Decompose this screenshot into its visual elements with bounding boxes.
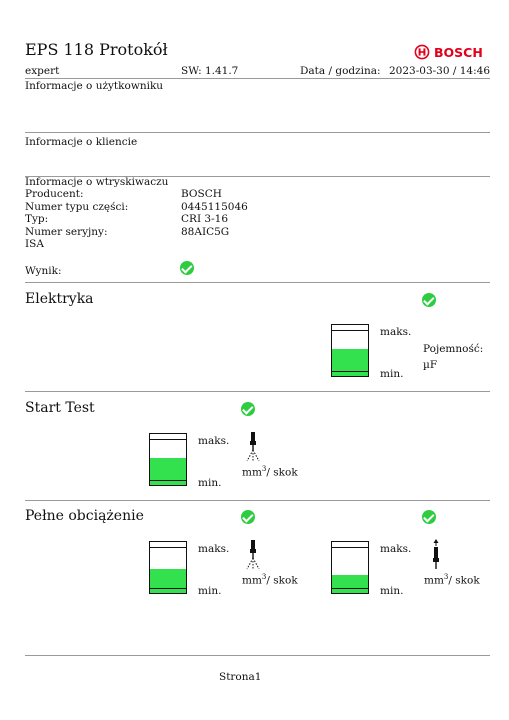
start-test-check-icon [241,402,255,416]
full-load-right-max-label: maks. [380,543,412,555]
producer-label: Producent: [25,188,84,200]
start-test-divider [25,500,490,501]
capacity-label: Pojemność: [423,343,484,355]
full-load-left-gauge [149,541,187,594]
elektryka-divider [25,391,490,392]
full-load-left-max-label: maks. [198,543,230,555]
injector-divider [25,282,490,283]
capacity-unit: µF [423,359,438,371]
start-test-max-label: maks. [198,435,230,447]
footer-divider [25,655,490,656]
software-version: SW: 1.41.7 [181,65,239,77]
full-load-left-unit: $mm^3/$ skok [242,573,298,587]
page-title: EPS 118 Protokół [25,40,168,59]
full-load-left-gauge-fill [150,569,186,593]
user-divider [25,132,490,133]
date-label: Data / godzina: [300,65,381,77]
elektryka-min-label: min. [380,368,404,380]
full-load-right-min-label: min. [380,585,404,597]
page-number: Strona1 [219,671,262,683]
elektryka-title: Elektryka [25,291,94,307]
producer-value: BOSCH [181,188,222,200]
date-value: 2023-03-30 / 14:46 [389,65,491,77]
part-number-label: Numer typu części: [25,201,129,213]
full-load-right-gauge-fill [332,575,368,593]
result-label: Wynik: [25,265,62,277]
start-test-gauge-fill [150,458,186,485]
header-divider [25,78,490,79]
brand-logo-text: BOSCH [434,45,483,60]
full-load-right-check-icon [422,510,436,524]
elektryka-gauge-fill [332,349,368,376]
elektryka-gauge [331,324,369,377]
injector-info-heading: Informacje o wtryskiwaczu [25,176,169,188]
result-check-icon [180,261,194,275]
full-load-right-unit: $mm^3/$ skok [424,573,480,587]
mode-label: expert [25,65,60,77]
type-value: CRI 3-16 [181,213,229,225]
full-load-left-min-label: min. [198,585,222,597]
serial-label: Numer seryjny: [25,226,108,238]
part-number-value: 0445115046 [181,201,248,213]
bosch-logo-icon [414,44,430,60]
full-load-title: Pełne obciążenie [25,508,144,524]
isa-label: ISA [25,238,44,250]
spray-injector-icon [245,431,261,463]
type-label: Typ: [25,213,49,225]
start-test-min-label: min. [198,477,222,489]
client-info-heading: Informacje o kliencie [25,136,138,148]
serial-value: 88AIC5G [181,226,230,238]
user-info-heading: Informacje o użytkowniku [25,80,164,92]
start-test-gauge [149,433,187,486]
start-test-unit: $mm^3/$ skok [242,465,298,479]
start-test-title: Start Test [25,400,95,416]
elektryka-max-label: maks. [380,326,412,338]
elektryka-check-icon [422,293,436,307]
needle-injector-icon [428,539,444,571]
full-load-left-check-icon [241,510,255,524]
full-load-right-gauge [331,541,369,594]
spray-injector-icon [245,539,261,571]
